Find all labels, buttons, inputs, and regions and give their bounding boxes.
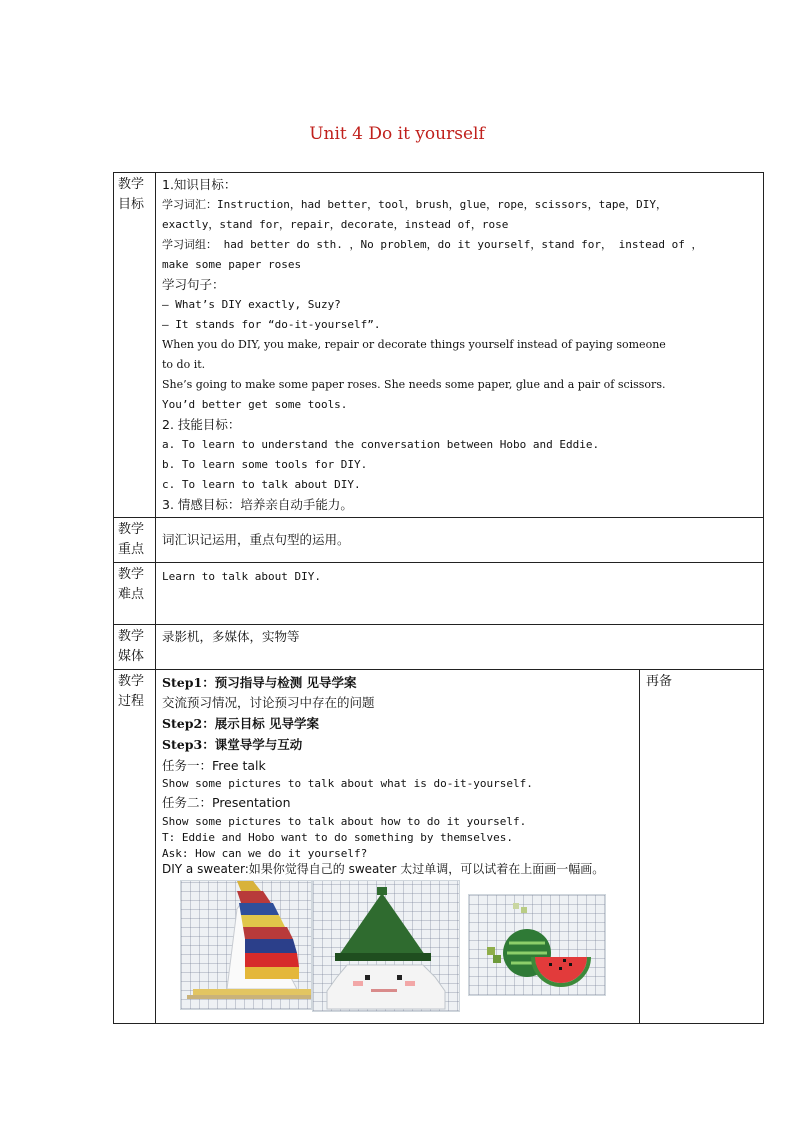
emotion-goal: 3. 情感目标：培养亲自动手能力。 bbox=[162, 497, 353, 512]
task1-text: Show some pictures to talk about what is do-it-yourself. bbox=[162, 777, 533, 790]
teacher-line: T: Eddie and Hobo want to do something by themselves. bbox=[162, 831, 513, 844]
process-row bbox=[114, 670, 764, 1024]
process-content bbox=[156, 670, 640, 1024]
diy-line: DIY a sweater:如果你觉得自己的 sweater 太过单调，可以试着在上面画一幅画。 bbox=[162, 862, 605, 876]
snowman-drawing bbox=[313, 881, 459, 1011]
dialog-line-2: — It stands for “do-it-yourself”. bbox=[162, 318, 381, 331]
goals-label: 教学目标 bbox=[114, 173, 156, 518]
document-title: Unit 4 Do it yourself bbox=[309, 124, 485, 144]
skill-heading: 2. 技能目标： bbox=[162, 417, 241, 432]
step1-note: 交流预习情况，讨论预习中存在的问题 bbox=[162, 695, 375, 710]
vocab-line-1: 学习词汇：Instruction，had better，tool，brush，glue，rope，scissors，tape，DIY， bbox=[162, 198, 667, 211]
difficulty-row bbox=[114, 563, 764, 625]
revision-label: 再备 bbox=[646, 674, 673, 689]
skill-b: b. To learn some tools for DIY. bbox=[162, 458, 368, 471]
dialog-line-1: — What’s DIY exactly, Suzy? bbox=[162, 298, 341, 311]
knowledge-heading: 1.知识目标： bbox=[162, 177, 237, 192]
picture-strip bbox=[162, 880, 637, 1012]
pixel-watermelon-image bbox=[468, 894, 606, 996]
sentence-heading: 学习句子： bbox=[162, 277, 225, 292]
phrase-line-1: 学习词组： had better do sth. ，No problem，do it yourself，stand for， instead of ， bbox=[162, 238, 703, 251]
sailboat-drawing bbox=[181, 881, 311, 1009]
skill-a: a. To learn to understand the conversation between Hobo and Eddie. bbox=[162, 438, 600, 451]
revision-cell bbox=[640, 670, 764, 1024]
step3-heading: Step3：课堂导学与互动 bbox=[162, 737, 303, 752]
difficulty-label: 教学难点 bbox=[114, 563, 156, 625]
lesson-plan-table bbox=[113, 172, 764, 1024]
media-text: 录影机，多媒体，实物等 bbox=[162, 629, 300, 644]
media-label: 教学媒体 bbox=[114, 625, 156, 670]
step2-heading: Step2：展示目标 见导学案 bbox=[162, 716, 320, 731]
pixel-snowman-face-image bbox=[312, 880, 460, 1012]
media-row bbox=[114, 625, 764, 670]
goals-row bbox=[114, 173, 764, 518]
task1-heading: 任务一：Free talk bbox=[162, 758, 266, 773]
sentence-3a: When you do DIY, you make, repair or decorate things yourself instead of paying someone bbox=[162, 338, 666, 351]
ask-line: Ask: How can we do it yourself? bbox=[162, 847, 368, 860]
difficulty-content bbox=[156, 563, 764, 625]
task2-heading: 任务二：Presentation bbox=[162, 795, 291, 810]
pixel-sailboat-image bbox=[180, 880, 312, 1010]
focus-text: 词汇识记运用，重点句型的运用。 bbox=[162, 532, 350, 547]
step1-heading: Step1：预习指导与检测 见导学案 bbox=[162, 675, 357, 690]
media-content bbox=[156, 625, 764, 670]
watermelon-drawing bbox=[469, 895, 605, 995]
focus-label: 教学重点 bbox=[114, 518, 156, 563]
task2-text: Show some pictures to talk about how to do it yourself. bbox=[162, 815, 527, 828]
process-label: 教学过程 bbox=[114, 670, 156, 1024]
sentence-4: She’s going to make some paper roses. She needs some paper, glue and a pair of scissors. bbox=[162, 378, 666, 391]
difficulty-text: Learn to talk about DIY. bbox=[162, 570, 321, 583]
vocab-line-2: exactly，stand for，repair，decorate，instead of，rose bbox=[162, 218, 509, 231]
skill-c: c. To learn to talk about DIY. bbox=[162, 478, 361, 491]
sentence-5: You’d better get some tools. bbox=[162, 398, 348, 411]
phrase-line-2: make some paper roses bbox=[162, 258, 302, 271]
focus-row bbox=[114, 518, 764, 563]
goals-content bbox=[156, 173, 764, 518]
sentence-3b: to do it. bbox=[162, 358, 206, 371]
focus-content bbox=[156, 518, 764, 563]
